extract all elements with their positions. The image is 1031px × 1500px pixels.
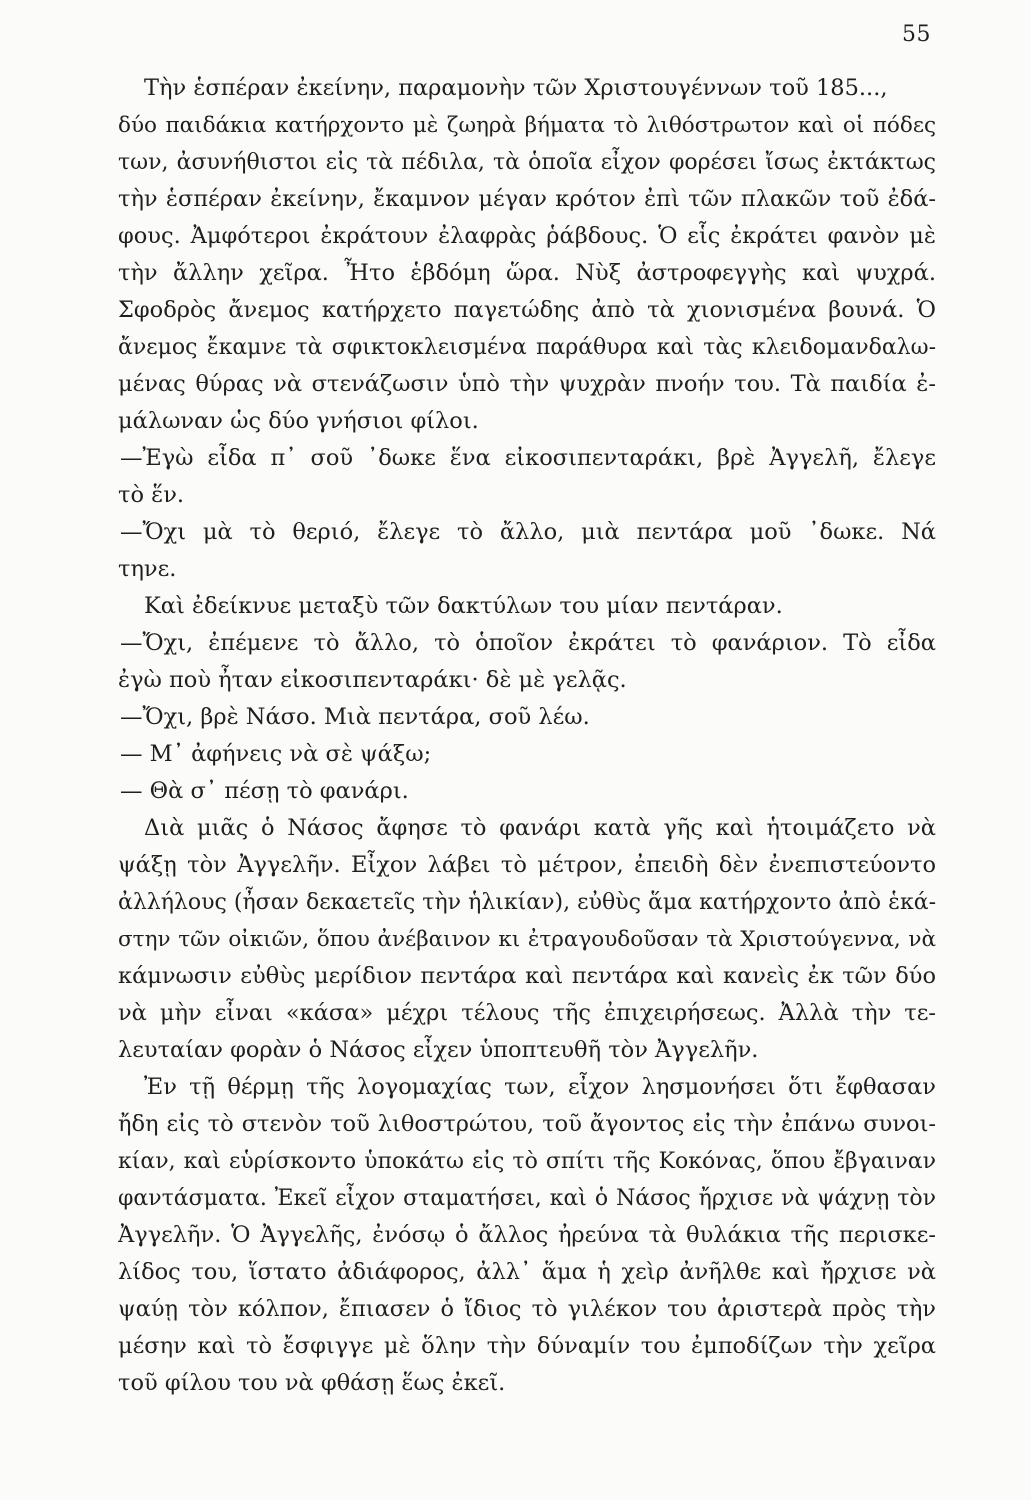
- text-line: ἐγὼ ποὺ ἦταν εἰκοσιπενταράκι· δὲ μὲ γελᾷς.: [118, 667, 627, 693]
- text-line: μέσην καὶ τὸ ἔσφιγγε μὲ ὅλην τὴν δύναμίν του ἐμποδίζων τὴν χεῖρα: [118, 1333, 936, 1359]
- text-line: ἤδη εἰς τὸ στενὸν τοῦ λιθοστρώτου, τοῦ ἄγοντος εἰς τὴν ἐπάνω συνοι-: [118, 1111, 936, 1137]
- text-line: δύο παιδάκια κατήρχοντο μὲ ζωηρὰ βήματα τὸ λιθόστρωτον καὶ οἱ πόδες: [118, 113, 936, 138]
- text-line: —Ὄχι, βρὲ Νάσο. Μιὰ πεντάρα, σοῦ λέω.: [120, 704, 590, 730]
- text-line: — Θὰ σ᾽ πέσῃ τὸ φανάρι.: [120, 778, 409, 804]
- text-line: λίδος του, ἵστατο ἀδιάφορος, ἀλλ᾽ ἅμα ἡ χεὶρ ἀνῆλθε καὶ ἤρχισε νὰ: [118, 1259, 936, 1285]
- text-line: Ἀγγελῆν. Ὁ Ἀγγελῆς, ἐνόσῳ ὁ ἄλλος ἠρεύνα τὰ θυλάκια τῆς περισκε-: [118, 1222, 936, 1248]
- text-line: κάμνωσιν εὐθὺς μερίδιον πεντάρα καὶ πεντάρα καὶ κανεὶς ἐκ τῶν δύο: [118, 963, 936, 989]
- text-line: — Μ᾽ ἀφήνεις νὰ σὲ ψάξω;: [120, 741, 432, 767]
- text-line: Σφοδρὸς ἄνεμος κατήρχετο παγετώδης ἀπὸ τὰ χιονισμένα βουνά. Ὁ: [118, 297, 936, 323]
- text-line: μένας θύρας νὰ στενάζωσιν ὑπὸ τὴν ψυχρὰν πνοήν του. Τὰ παιδία ἐ-: [118, 371, 936, 397]
- text-line: φαντάσματα. Ἐκεῖ εἶχον σταματήσει, καὶ ὁ Νάσος ἤρχισε νὰ ψάχνῃ τὸν: [118, 1186, 936, 1211]
- text-line: κίαν, καὶ εὑρίσκοντο ὑποκάτω εἰς τὸ σπίτι τῆς Κοκόνας, ὅπου ἔβγαιναν: [118, 1149, 936, 1174]
- page-number: 55: [902, 22, 931, 47]
- text-line: λευταίαν φορὰν ὁ Νάσος εἶχεν ὑποπτευθῆ τὸν Ἀγγελῆν.: [118, 1037, 759, 1063]
- text-line: Καὶ ἐδείκνυε μεταξὺ τῶν δακτύλων του μίαν πεντάραν.: [144, 593, 783, 619]
- text-line: νὰ μὴν εἶναι «κάσα» μέχρι τέλους τῆς ἐπιχειρήσεως. Ἀλλὰ τὴν τε-: [118, 1000, 936, 1026]
- text-line: στην τῶν οἰκιῶν, ὅπου ἀνέβαινον κι ἐτραγουδοῦσαν τὰ Χριστούγεννα, νὰ: [118, 927, 936, 952]
- text-line: ἀλλήλους (ἦσαν δεκαετεῖς τὴν ἡλικίαν), εὐθὺς ἅμα κατήρχοντο ἀπὸ ἑκά-: [118, 890, 936, 915]
- text-line: ἄνεμος ἔκαμνε τὰ σφικτοκλεισμένα παράθυρα καὶ τὰς κλειδομανδαλω-: [118, 335, 936, 360]
- text-line: των, ἀσυνήθιστοι εἰς τὰ πέδιλα, τὰ ὁποῖα εἶχον φορέσει ἴσως ἐκτάκτως: [118, 150, 936, 175]
- text-line: τοῦ φίλου του νὰ φθάσῃ ἕως ἐκεῖ.: [118, 1370, 506, 1396]
- text-line: φους. Ἀμφότεροι ἐκράτουν ἐλαφρὰς ῥάβδους. Ὁ εἷς ἐκράτει φανὸν μὲ: [118, 223, 936, 249]
- text-line: τηνε.: [118, 556, 177, 582]
- text-line: Τὴν ἑσπέραν ἐκείνην, παραμονὴν τῶν Χριστουγέννων τοῦ 185...,: [144, 75, 888, 101]
- text-line: τὴν ἄλλην χεῖρα. Ἦτο ἑβδόμη ὥρα. Νὺξ ἀστροφεγγὴς καὶ ψυχρά.: [118, 260, 936, 286]
- text-line: μάλωναν ὡς δύο γνήσιοι φίλοι.: [118, 408, 479, 434]
- body-text: [118, 70, 936, 1402]
- text-line: τὴν ἑσπέραν ἐκείνην, ἔκαμνον μέγαν κρότον ἐπὶ τῶν πλακῶν τοῦ ἐδά-: [118, 186, 936, 212]
- text-line: —Ὄχι, ἐπέμενε τὸ ἄλλο, τὸ ὁποῖον ἐκράτει τὸ φανάριον. Τὸ εἶδα: [120, 630, 936, 656]
- text-line: ψαύῃ τὸν κόλπον, ἔπιασεν ὁ ἴδιος τὸ γιλέκον του ἀριστερὰ πρὸς τὴν: [118, 1296, 936, 1322]
- text-line: —Ἐγὼ εἶδα π᾽ σοῦ ᾽δωκε ἕνα εἰκοσιπενταράκι, βρὲ Ἀγγελῆ, ἔλεγε: [120, 445, 936, 471]
- text-line: τὸ ἕν.: [118, 482, 185, 508]
- text-line: —Ὄχι μὰ τὸ θεριό, ἔλεγε τὸ ἄλλο, μιὰ πεντάρα μοῦ ᾽δωκε. Νά: [120, 519, 936, 545]
- text-line: Διὰ μιᾶς ὁ Νάσος ἄφησε τὸ φανάρι κατὰ γῆς καὶ ἡτοιμάζετο νὰ: [144, 815, 936, 841]
- text-line: Ἐν τῇ θέρμῃ τῆς λογομαχίας των, εἶχον λησμονήσει ὅτι ἔφθασαν: [144, 1074, 936, 1100]
- text-line: ψάξῃ τὸν Ἀγγελῆν. Εἶχον λάβει τὸ μέτρον, ἐπειδὴ δὲν ἐνεπιστεύοντο: [118, 852, 936, 878]
